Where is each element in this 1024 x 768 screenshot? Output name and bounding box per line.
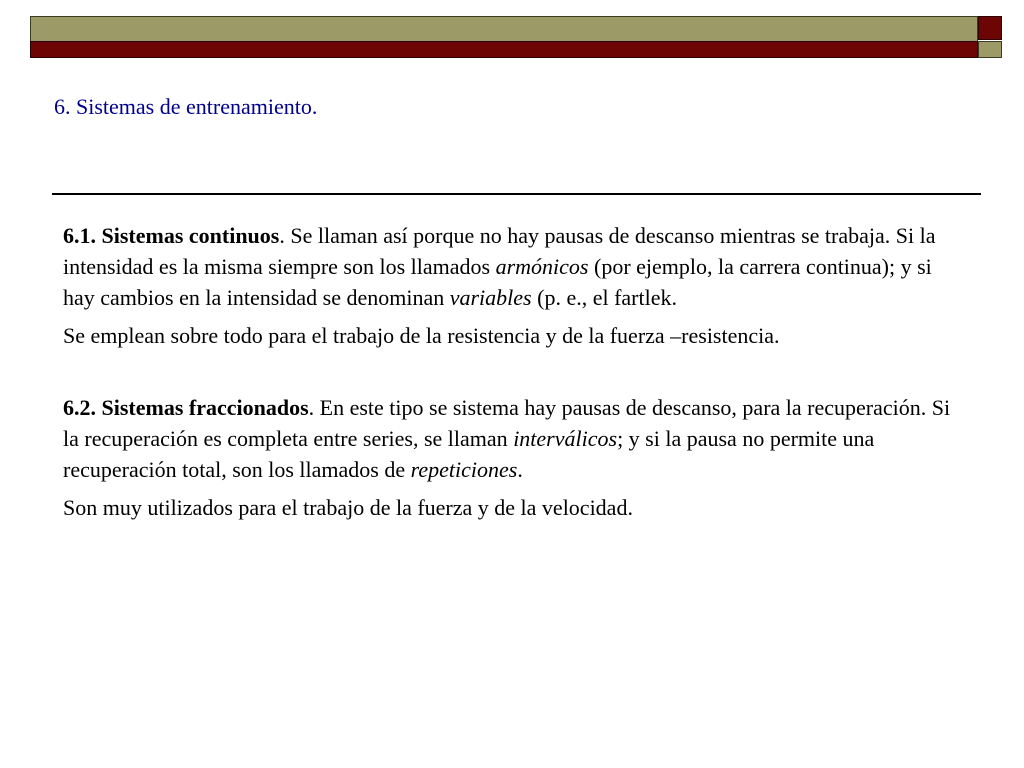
term-variables: variables (449, 285, 532, 310)
title-divider (52, 193, 981, 195)
slide-body (63, 220, 963, 523)
section-continuous-text-2: (por ejemplo, la carrera continua); y si hay cambios en la intensidad se denominan (63, 254, 932, 310)
section-fractioned-paragraph (63, 392, 963, 485)
header-maroon-band (30, 41, 978, 58)
section-fractioned-text-2: ; y si la pausa no permite una recuperación total, son los llamados de (63, 426, 875, 482)
header-olive-band (30, 16, 978, 42)
section-continuous-text-1: . Se llaman así porque no hay pausas de descanso mientras se trabaja. Si la intensidad es la misma siempre son los llamados (63, 223, 936, 279)
term-repeticiones: repeticiones (410, 457, 518, 482)
section-fractioned-text-3: . (517, 457, 523, 482)
section-fractioned-followup: Son muy utilizados para el trabajo de la fuerza y de la velocidad. (63, 495, 633, 520)
section-continuous-text-3: (p. e., el fartlek. (531, 285, 677, 310)
section-continuous-heading: 6.1. Sistemas continuos (63, 223, 280, 248)
term-armonicos: armónicos (495, 254, 589, 279)
section-fractioned-text-1: . En este tipo se sistema hay pausas de descanso, para la recuperación. Si la recuperación es completa entre series, se llaman (63, 395, 951, 451)
section-fractioned-heading: 6.2. Sistemas fraccionados (63, 395, 309, 420)
corner-maroon-square (978, 16, 1002, 40)
header-decoration (30, 16, 978, 58)
term-intervalicos: interválicos (513, 426, 618, 451)
slide-title: 6. Sistemas de entrenamiento. (54, 94, 318, 119)
section-continuous-paragraph (63, 220, 963, 313)
section-continuous-followup: Se emplean sobre todo para el trabajo de la resistencia y de la fuerza –resistencia. (63, 323, 780, 348)
corner-olive-square (978, 41, 1002, 58)
